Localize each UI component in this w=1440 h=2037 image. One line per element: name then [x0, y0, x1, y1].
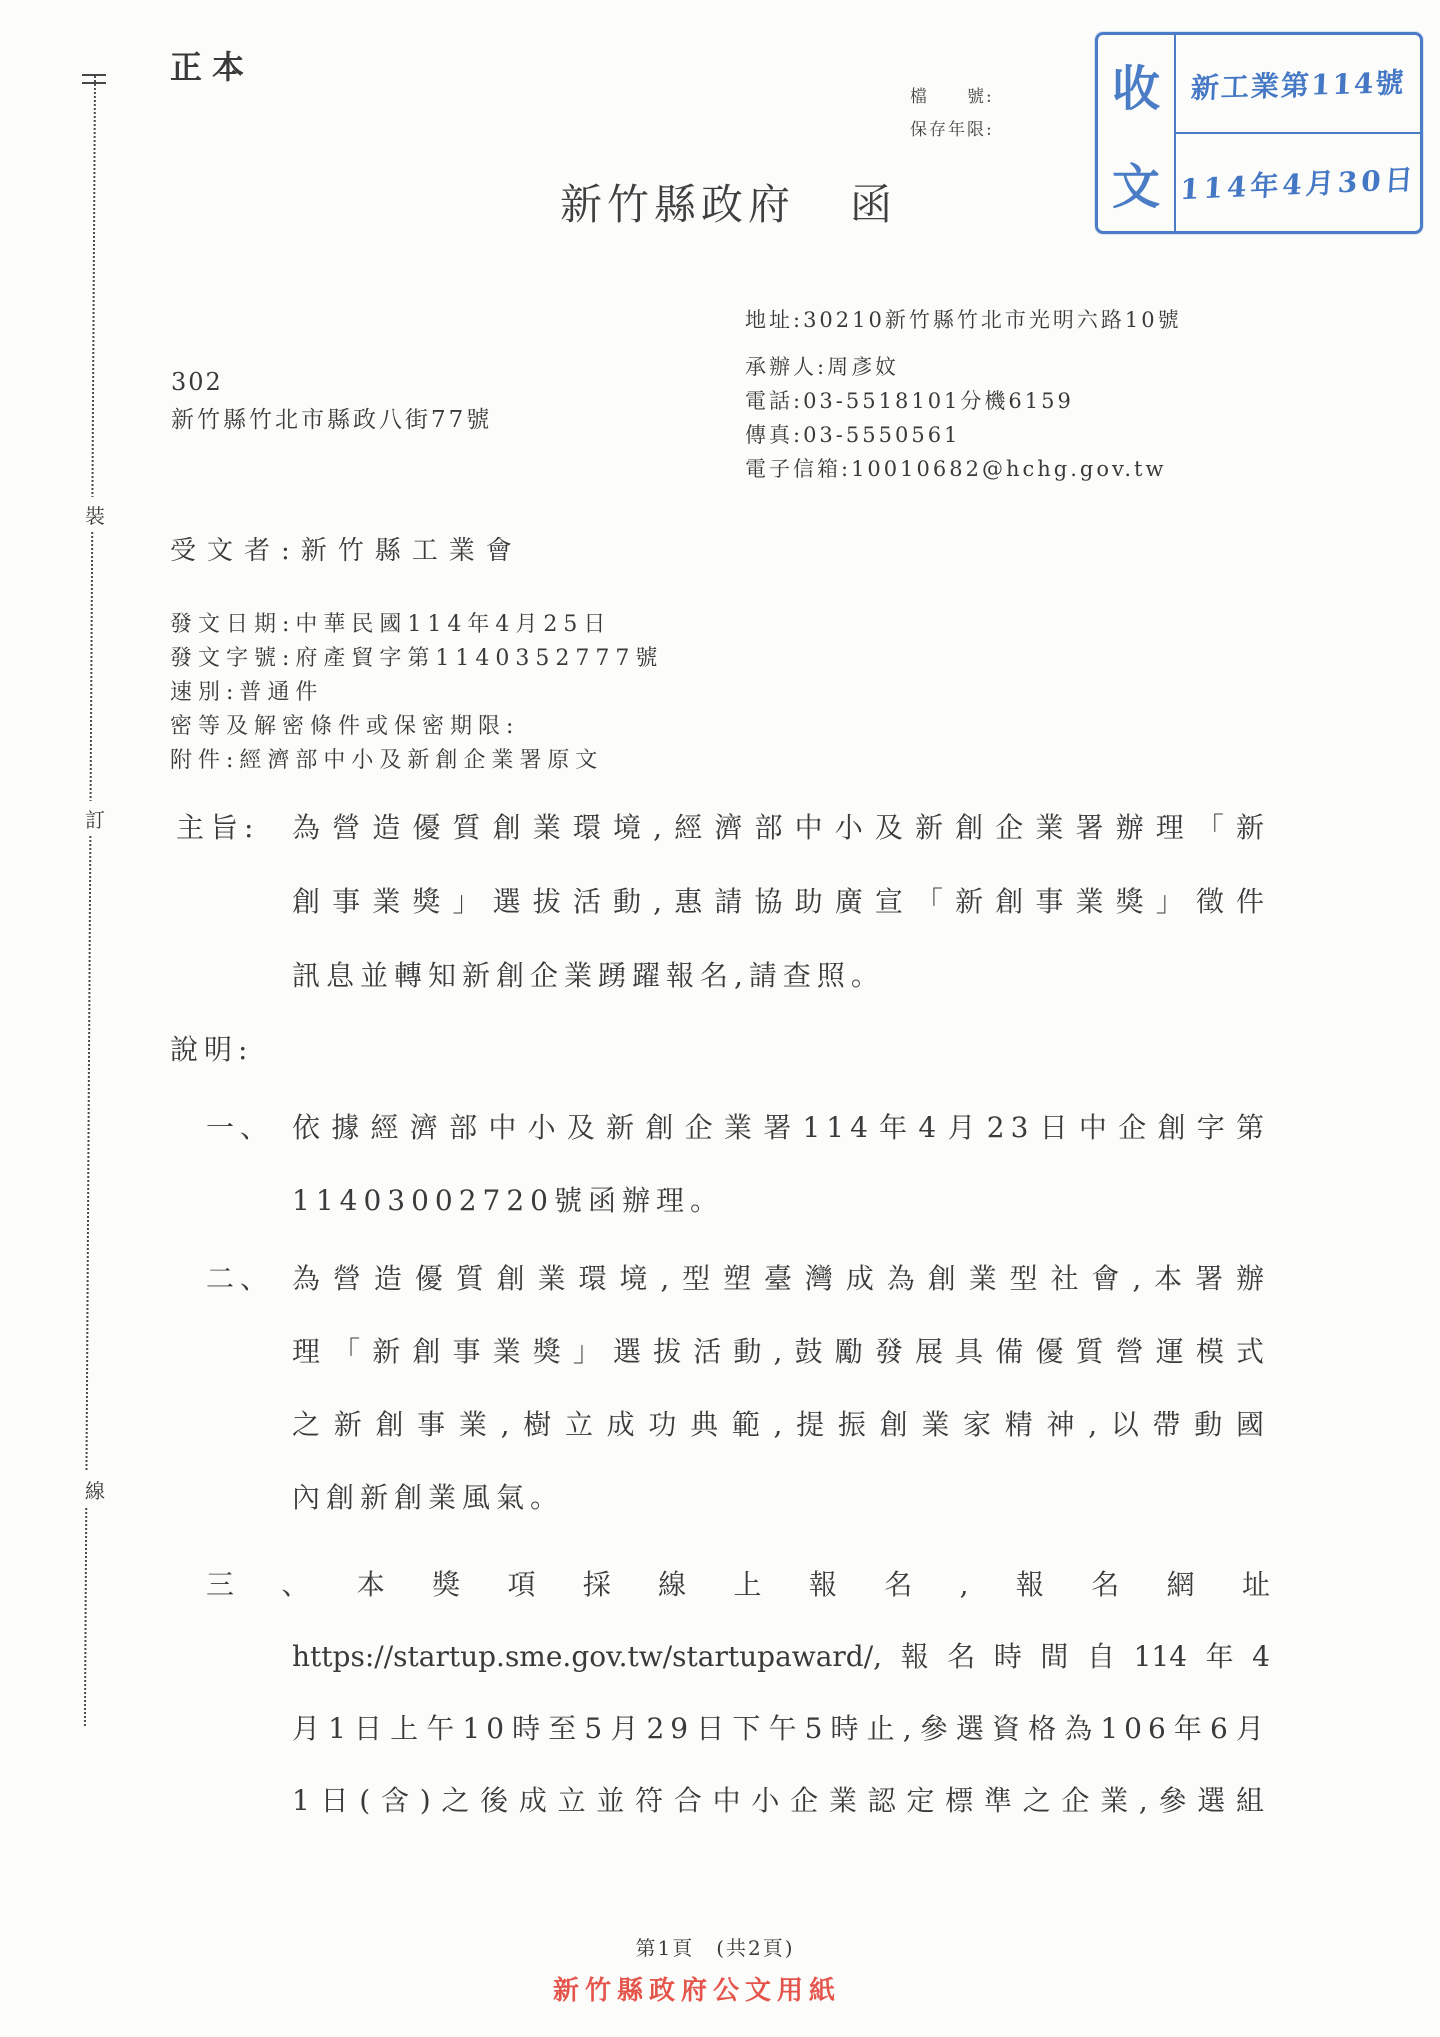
item1-line: 依據經濟部中小及新創企業署114年4月23日中企創字第: [292, 1111, 1270, 1144]
recipient-street: 新竹縣竹北市縣政八街77號: [171, 407, 493, 433]
contact-fax-line: 傳真:03-5550561: [745, 423, 961, 447]
item2-paragraph: [292, 1242, 1270, 1534]
item2-line: 內創新創業風氣。: [292, 1481, 565, 1514]
receive-stamp: [1095, 32, 1423, 234]
stamp-receive-char: 收: [1111, 60, 1160, 117]
subject-line: 訊息並轉知新創企業踴躍報名,請查照。: [292, 959, 885, 992]
subject-line: 創事業獎」選拔活動,惠請協助廣宣「新創事業獎」徵件: [292, 885, 1270, 918]
meta-attachment: 附件:經濟部中小及新創企業署原文: [170, 748, 604, 773]
item3-marker: 三、: [206, 1568, 357, 1601]
margin-mark-xian: 線: [78, 1472, 112, 1507]
title-doc-type: 函: [850, 180, 898, 229]
stamp-doc-char: 文: [1111, 158, 1160, 215]
recipient-line: 受文者:新竹縣工業會: [170, 536, 523, 566]
contact-address-line: 地址:30210新竹縣竹北市光明六路10號: [745, 308, 1182, 332]
item3-first-line: [206, 1549, 1270, 1621]
stamp-date-row: [1176, 132, 1420, 231]
contact-email-line: 電子信箱:10010682@hchg.gov.tw: [745, 457, 1167, 481]
item2-line: 理「新創事業獎」選拔活動,鼓勵發展具備優質營運模式: [292, 1335, 1270, 1368]
item3-line: 月1日上午10時至5月29日下午5時止,參選資格為106年6月: [292, 1712, 1270, 1745]
footer-paper-name: 新竹縣政府公文用紙: [552, 1976, 841, 2006]
stamp-ref-row: [1176, 35, 1420, 132]
meta-security: 密等及解密條件或保密期限:: [170, 714, 520, 739]
copy-type-label: 正本: [170, 48, 255, 86]
item3-url-line: https://startup.sme.gov.tw/startupaward/,報名時間自114年4: [292, 1640, 1270, 1673]
file-labels: [910, 81, 994, 147]
margin-mark-zhuang: 裝: [78, 497, 112, 532]
margin-mark-ding: 訂: [78, 801, 112, 836]
meta-doc-number: 發文字號:府產貿字第1140352777號: [170, 646, 664, 671]
subject-paragraph: [292, 791, 1270, 1013]
meta-issue-date: 發文日期:中華民國114年4月25日: [170, 612, 612, 637]
item1-paragraph: [292, 1091, 1270, 1237]
item1-line: 11403002720號函辦理。: [292, 1184, 724, 1217]
stamp-ref-number: 新工業第114號: [1190, 65, 1406, 105]
receive-stamp-right-column: [1176, 35, 1420, 231]
contact-phone-line: 電話:03-5518101分機6159: [745, 389, 1074, 413]
item1-marker: 一、: [206, 1111, 275, 1144]
doc-title: [560, 172, 897, 232]
meta-block: [170, 608, 663, 778]
contact-person-line: 承辦人:周彥妏: [745, 355, 900, 379]
contact-info-block: [745, 350, 1166, 486]
file-no-label: 檔 號:: [910, 87, 994, 107]
item2-marker: 二、: [206, 1262, 275, 1295]
explanation-label: 說明:: [170, 1033, 254, 1066]
binding-tick-mark: [82, 74, 106, 76]
item2-line: 為營造優質創業環境,型塑臺灣成為創業型社會,本署辦: [292, 1262, 1270, 1295]
item2-line: 之新創事業,樹立成功典範,提振創業家精神,以帶動國: [292, 1408, 1270, 1441]
subject-line: 為營造優質創業環境,經濟部中小及新創企業署辦理「新: [292, 811, 1270, 844]
receive-stamp-left-column: [1098, 35, 1176, 231]
retention-label: 保存年限:: [910, 120, 994, 140]
stamp-date: 114年4月30日: [1178, 162, 1418, 206]
subject-label: 主旨:: [176, 811, 260, 844]
recipient-zip: 302: [171, 368, 223, 396]
binding-tick-mark: [82, 82, 106, 84]
footer-page-number: 第1頁 (共2頁): [635, 1936, 795, 1960]
meta-speed: 速別:普通件: [170, 680, 324, 705]
item3-first-text: 本獎項採線上報名,報名網址: [356, 1568, 1270, 1601]
item3-line: 1日(含)之後成立並符合中小企業認定標準之企業,參選組: [292, 1784, 1270, 1817]
item3-paragraph: [292, 1621, 1270, 1837]
title-org: 新竹縣政府: [560, 180, 796, 229]
